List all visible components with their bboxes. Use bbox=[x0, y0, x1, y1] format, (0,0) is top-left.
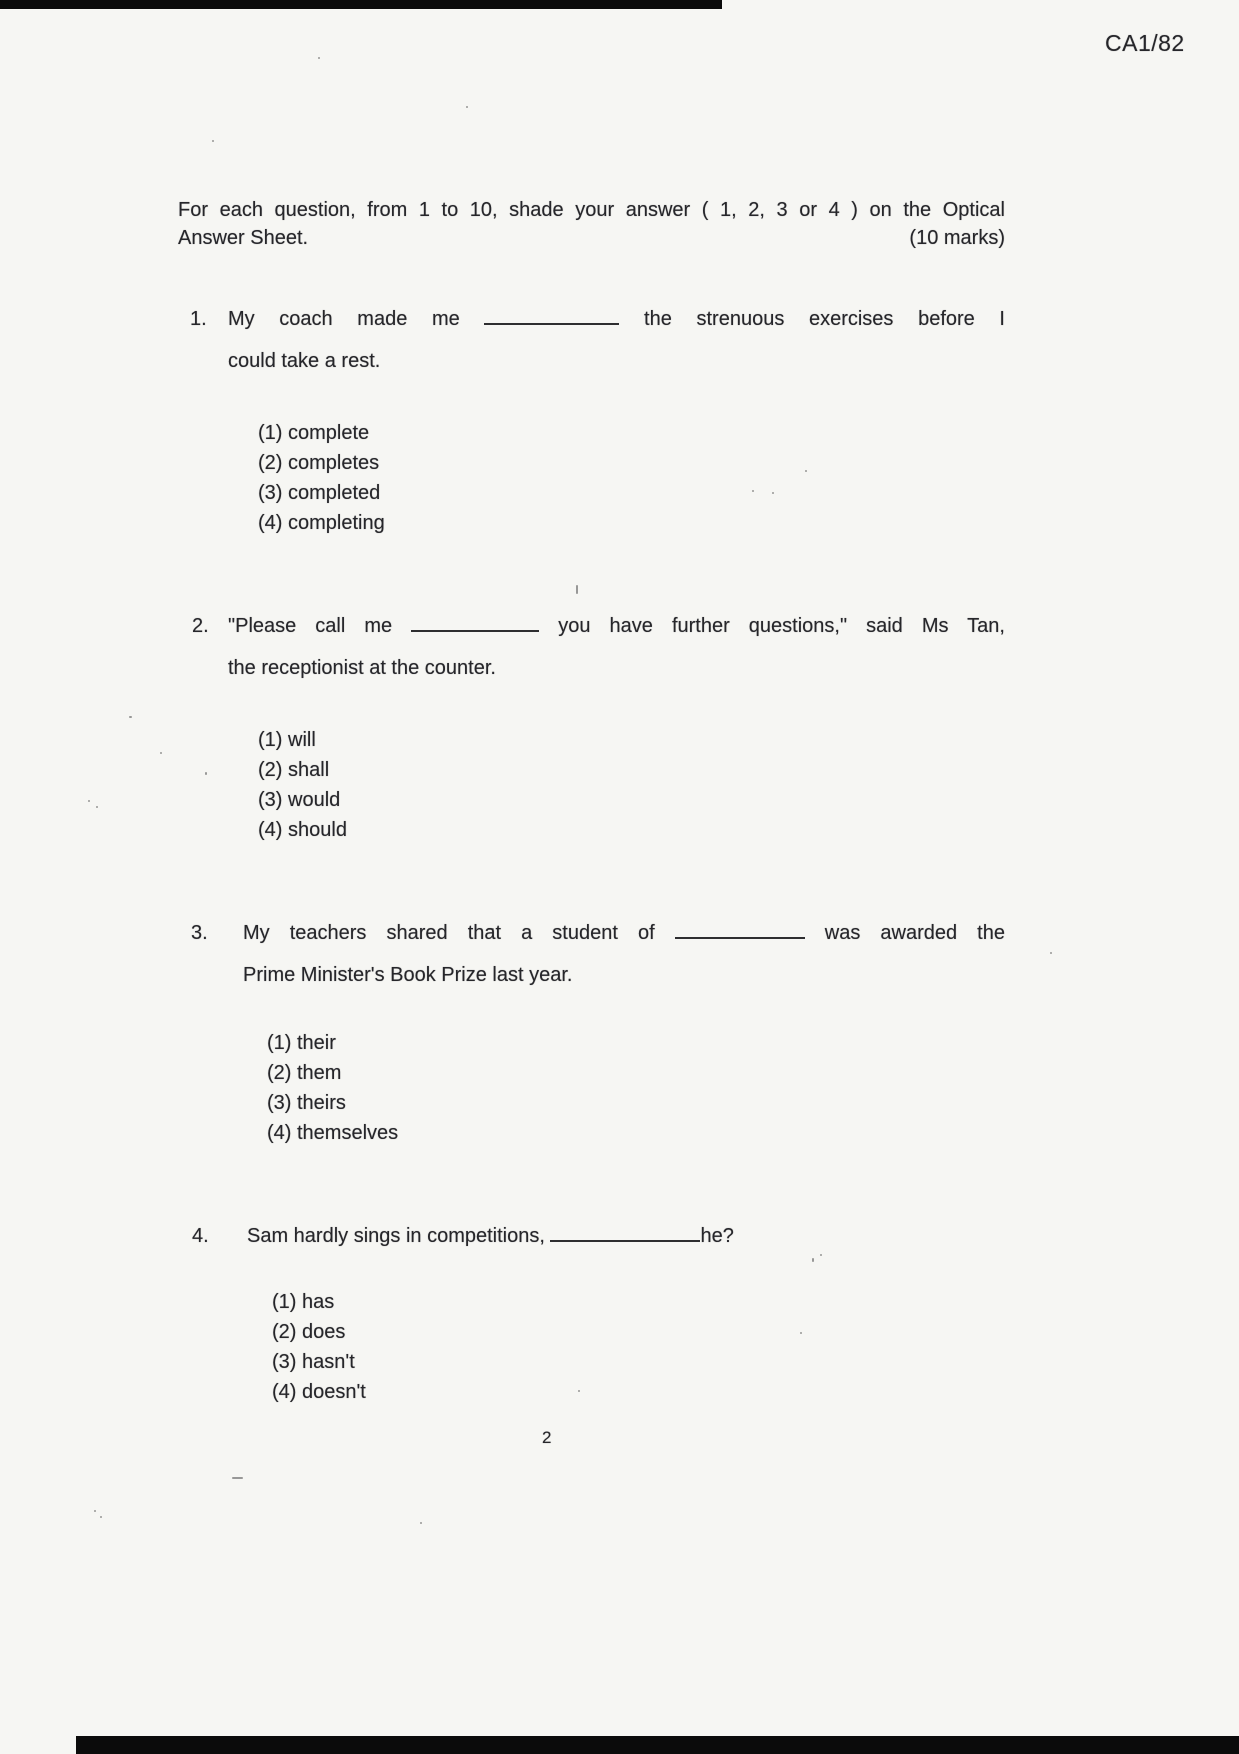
question-2 bbox=[192, 605, 1005, 845]
scan-speck bbox=[205, 772, 207, 775]
scan-speck bbox=[420, 1522, 422, 1524]
page-number: 2 bbox=[542, 1428, 552, 1447]
option: (2) them bbox=[267, 1062, 342, 1084]
question-text-after-blank: he? bbox=[700, 1225, 734, 1247]
scan-edge-artifact-top bbox=[0, 0, 722, 9]
question-text-before-blank: My coach made me bbox=[228, 308, 460, 330]
option: (4) themselves bbox=[267, 1122, 399, 1144]
scan-speck bbox=[466, 106, 468, 108]
option: (4) doesn't bbox=[272, 1381, 366, 1403]
option: (2) shall bbox=[258, 759, 330, 781]
question-number: 3. bbox=[191, 922, 208, 944]
option: (3) completed bbox=[258, 482, 381, 504]
question-text-before-blank: "Please call me bbox=[228, 615, 393, 637]
scan-speck bbox=[232, 1477, 243, 1479]
scan-speck bbox=[576, 585, 578, 594]
instructions-line-1: For each question, from 1 to 10, shade your answer ( 1, 2, 3 or 4 ) on the Optical bbox=[178, 199, 1005, 221]
question-text-after-blank: was awarded the bbox=[824, 922, 1005, 944]
option: (1) complete bbox=[258, 422, 370, 444]
answer-blank bbox=[675, 918, 805, 939]
question-text-after-blank: the strenuous exercises before I bbox=[644, 308, 1005, 330]
option: (1) has bbox=[272, 1291, 335, 1313]
option: (2) completes bbox=[258, 452, 380, 474]
question-text-line-2: Prime Minister's Book Prize last year. bbox=[243, 964, 573, 986]
options-list bbox=[258, 725, 1005, 845]
option: (3) hasn't bbox=[272, 1351, 355, 1373]
scan-speck bbox=[160, 752, 162, 754]
scan-speck bbox=[96, 806, 98, 808]
question-number: 1. bbox=[190, 308, 207, 330]
question-3 bbox=[191, 912, 1005, 1148]
scan-speck bbox=[100, 1516, 102, 1518]
option: (1) will bbox=[258, 729, 316, 751]
options-list bbox=[258, 418, 1005, 538]
scan-speck bbox=[212, 140, 214, 142]
question-text-line-1 bbox=[247, 1215, 1005, 1257]
exam-paper-code: CA1/82 bbox=[1105, 30, 1185, 56]
answer-blank bbox=[484, 304, 619, 325]
scan-edge-artifact-bottom bbox=[76, 1736, 1239, 1754]
options-list bbox=[267, 1028, 1005, 1148]
option: (4) should bbox=[258, 819, 347, 841]
option: (3) would bbox=[258, 789, 341, 811]
instructions-block bbox=[178, 196, 1005, 252]
option: (4) completing bbox=[258, 512, 385, 534]
instructions-line-2-text: Answer Sheet. bbox=[178, 227, 309, 249]
question-text-line-2: the receptionist at the counter. bbox=[228, 657, 496, 679]
option: (3) theirs bbox=[267, 1092, 346, 1114]
scan-speck bbox=[129, 716, 132, 718]
question-text-before-blank: Sam hardly sings in competitions, bbox=[247, 1225, 545, 1247]
options-list bbox=[272, 1287, 1005, 1407]
answer-blank bbox=[411, 611, 539, 632]
question-1 bbox=[190, 298, 1005, 538]
option: (1) their bbox=[267, 1032, 336, 1054]
question-4 bbox=[192, 1215, 1005, 1407]
question-text-after-blank: you have further questions," said Ms Tan, bbox=[558, 615, 1005, 637]
question-text-line-2: could take a rest. bbox=[228, 350, 381, 372]
question-text-line-1 bbox=[228, 605, 1005, 647]
question-text-line-1 bbox=[228, 298, 1005, 340]
scan-speck bbox=[88, 800, 90, 802]
option: (2) does bbox=[272, 1321, 346, 1343]
scan-speck bbox=[318, 57, 320, 59]
instructions-line-2 bbox=[178, 224, 1005, 252]
scan-speck bbox=[1050, 952, 1052, 954]
question-number: 4. bbox=[192, 1225, 209, 1247]
question-text-line-1 bbox=[243, 912, 1005, 954]
question-number: 2. bbox=[192, 615, 209, 637]
question-text-before-blank: My teachers shared that a student of bbox=[243, 922, 655, 944]
marks-label: (10 marks) bbox=[909, 227, 1005, 249]
answer-blank bbox=[550, 1221, 700, 1242]
scan-speck bbox=[94, 1510, 96, 1512]
